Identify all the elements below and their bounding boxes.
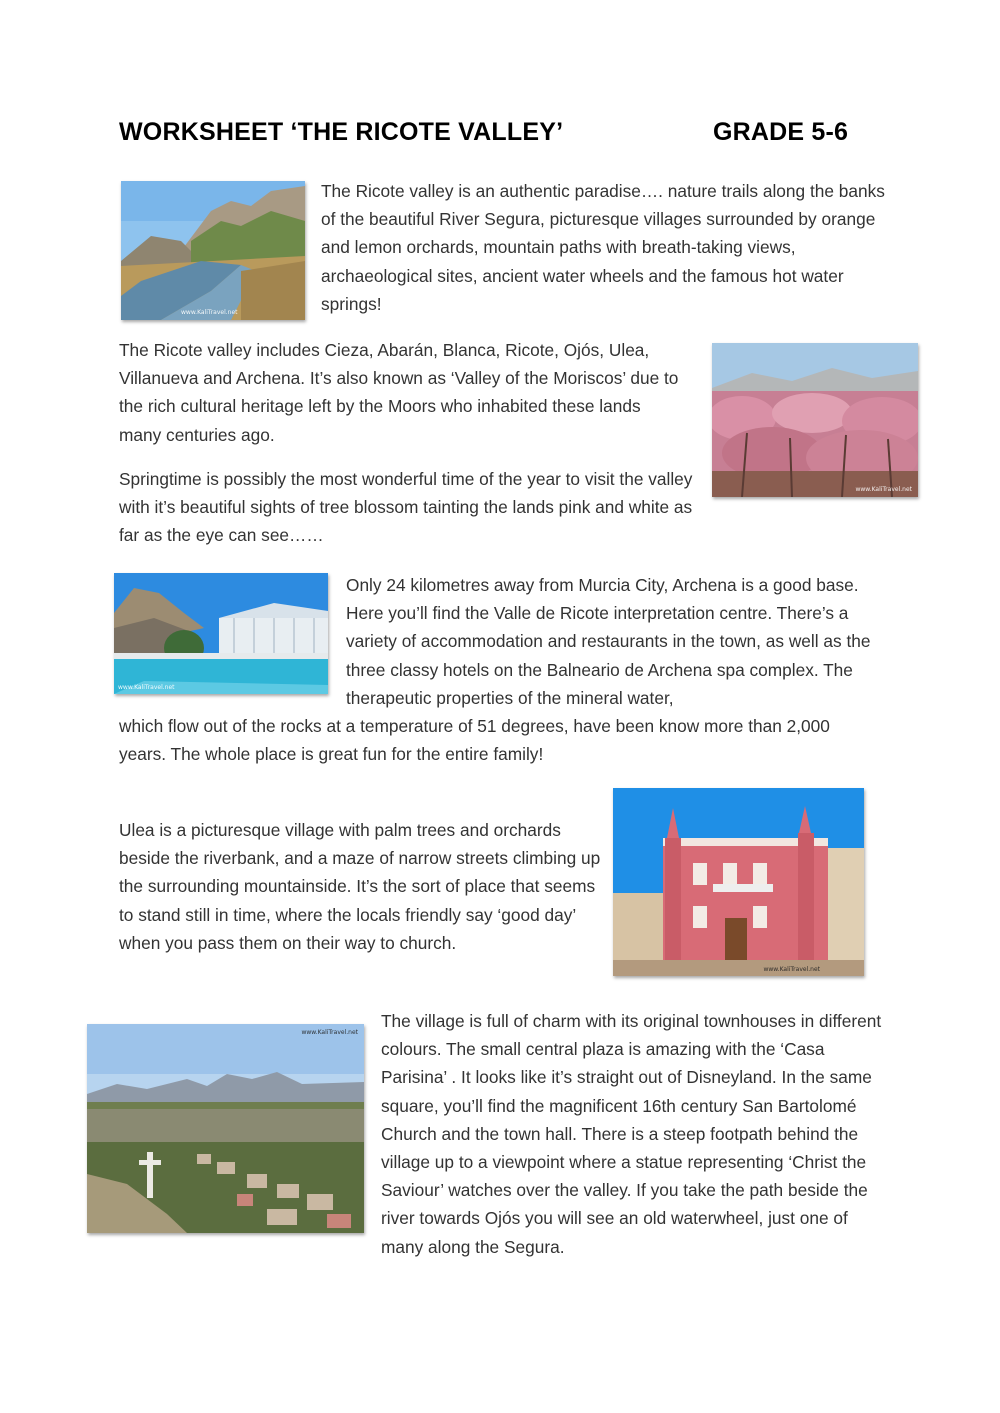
valley-villages-paragraph: The Ricote valley includes Cieza, Abarán, Blanca, Ricote, Ojós, Ulea, Villanueva and Archena. It’s also known as ‘Valley of the Moriscos’ due to the rich cultural heritage left by the Moors who inhabited these lands many centuries ago. — [119, 340, 679, 445]
photo-watermark: www.KaliTravel.net — [118, 684, 175, 691]
photo-watermark: www.KaliTravel.net — [763, 966, 820, 973]
title-text: WORKSHEET ‘THE RICOTE VALLEY’ — [119, 118, 564, 146]
photo-watermark: www.KaliTravel.net — [301, 1029, 358, 1036]
archena-paragraph-continued: which flow out of the rocks at a temperature of 51 degrees, have been know more than 2,000 years. The whole place is great fun for the entire family! — [119, 716, 830, 765]
intro-paragraph: The Ricote valley is an authentic paradise…. nature trails along the banks of the beautiful River Segura, picturesque villages surrounded by orange and lemon orchards, mountain paths with breath-taking views, archaeological sites, ancient water wheels and the famous hot water springs! — [321, 181, 885, 314]
photo-watermark: www.KaliTravel.net — [855, 486, 912, 493]
casa-parisina-photo — [613, 788, 864, 976]
river-photo — [121, 181, 305, 320]
spa-pool-photo — [114, 573, 328, 694]
blossom-orchard-photo — [712, 343, 918, 497]
archena-paragraph: Only 24 kilometres away from Murcia City, Archena is a good base. Here you’ll find the Valle de Ricote interpretation centre. There’s a variety of accommodation and restaurants in the town, as well as the three classy hotels on the Balneario de Archena spa complex. The therapeutic properties of the mineral water, — [346, 575, 871, 708]
worksheet-title — [119, 118, 859, 147]
photo-watermark: www.KaliTravel.net — [181, 309, 238, 316]
ulea-village-paragraph: The village is full of charm with its original townhouses in different colours. The small central plaza is amazing with the ‘Casa Parisina’ . It looks like it’s straight out of Disneyland. In the same square, you’ll find the magnificent 16th century San Bartolomé Church and the town hall. There is a steep footpath behind the village up to a viewpoint where a statue representing ‘Christ the Saviour’ watches over the valley. If you take the path beside the river towards Ojós you will see an old waterwheel, just one of many along the Segura. — [381, 1011, 882, 1257]
grade-label: GRADE 5-6 — [713, 118, 849, 146]
ulea-paragraph: Ulea is a picturesque village with palm trees and orchards beside the riverbank, and a maze of narrow streets climbing up the surrounding mountainside. It’s the sort of place that seems to stand still in time, where the locals friendly say ‘good day’ when you pass them on their way to church. — [119, 820, 601, 953]
springtime-paragraph: Springtime is possibly the most wonderful time of the year to visit the valley with it’s beautiful sights of tree blossom tainting the lands pink and white as far as the eye can see…… — [119, 469, 693, 546]
valley-viewpoint-photo — [87, 1024, 364, 1233]
